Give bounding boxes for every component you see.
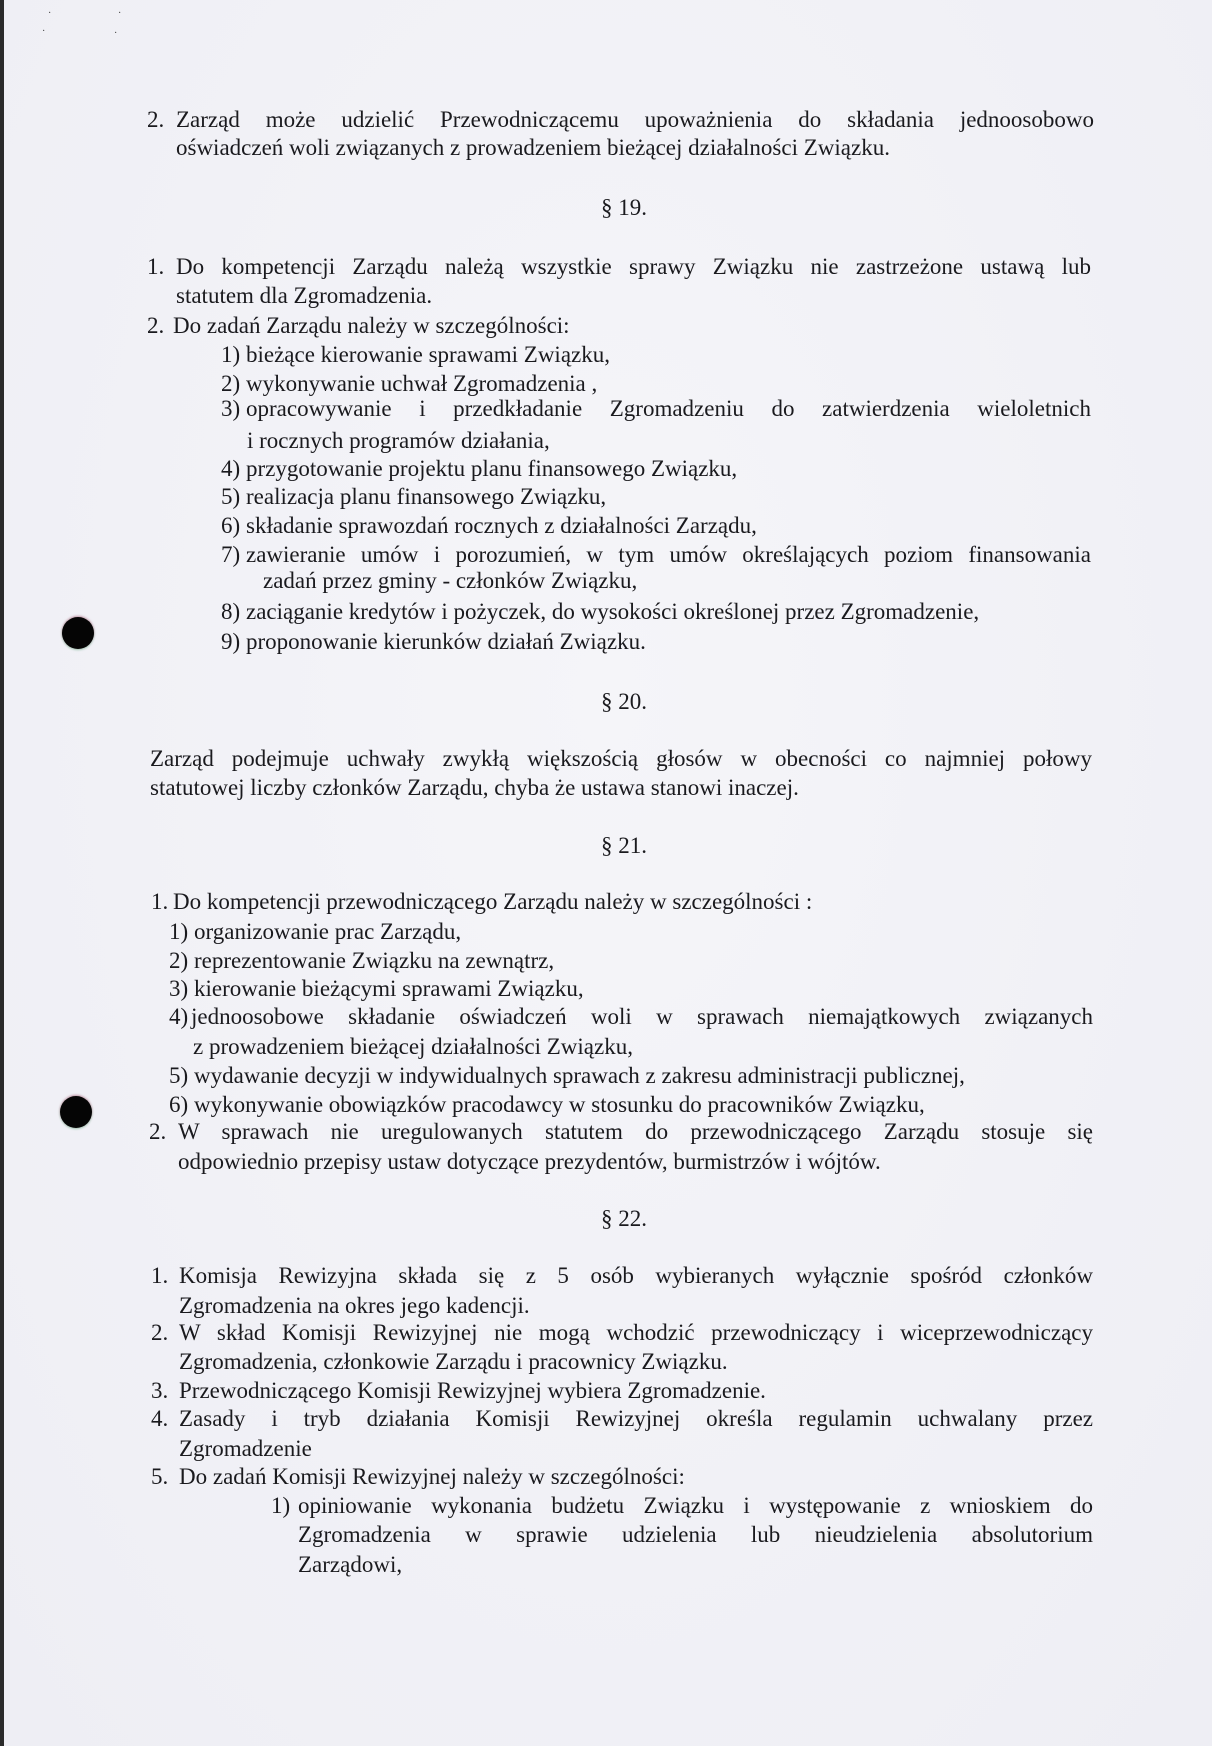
item-number: 1) — [221, 342, 241, 367]
text-line: Przewodniczącego Komisji Rewizyjnej wybiera Zgromadzenie. — [179, 1378, 766, 1403]
list-item-continuation: z prowadzeniem bieżącej działalności Związku, — [193, 1034, 633, 1059]
item-number: 8) — [221, 599, 241, 624]
item-number: 2) — [169, 948, 189, 973]
list-item: zawieranie umów i porozumień, w tym umów określających poziom finansowania — [246, 542, 1091, 567]
item-number: 9) — [221, 629, 241, 654]
paragraph-number: 2. — [149, 1119, 167, 1144]
paragraph-number: 5. — [151, 1464, 169, 1489]
paragraph-number: 4. — [151, 1406, 169, 1431]
item-number: 5) — [169, 1063, 189, 1088]
text-line: Zgromadzenie — [179, 1436, 312, 1461]
paragraph-number: 2. — [147, 313, 165, 338]
scan-speck: · — [118, 8, 122, 19]
item-number: 5) — [221, 484, 241, 509]
text-line: W sprawach nie uregulowanych statutem do przewodniczącego Zarządu stosuje się — [178, 1119, 1093, 1144]
item-number: 6) — [221, 513, 241, 538]
section-heading: § 21. — [601, 833, 647, 858]
paragraph-number: 2. — [147, 107, 165, 132]
text-line: oświadczeń woli związanych z prowadzeniem bieżącej działalności Związku. — [176, 135, 890, 160]
scan-edge — [0, 0, 4, 1746]
text-line: Do kompetencji Zarządu należą wszystkie sprawy Związku nie zastrzeżone ustawą lub — [176, 254, 1091, 279]
section-heading: § 22. — [601, 1206, 647, 1231]
text-line: Zgromadzenia na okres jego kadencji. — [179, 1293, 530, 1318]
text-line: Do kompetencji przewodniczącego Zarządu należy w szczególności : — [173, 889, 813, 914]
paragraph-number: 1. — [151, 1263, 169, 1288]
item-number: 4) — [221, 456, 241, 481]
paragraph-number: 1. — [151, 889, 169, 914]
text-line: Zarząd podejmuje uchwały zwykłą większością głosów w obecności co najmniej połowy — [150, 746, 1092, 771]
paragraph-number: 1. — [147, 254, 165, 279]
list-item: realizacja planu finansowego Związku, — [246, 484, 607, 509]
item-number: 3) — [221, 396, 241, 421]
punch-hole — [60, 1096, 92, 1128]
item-number: 1) — [271, 1493, 291, 1518]
scan-speck: · — [42, 26, 46, 37]
list-item: bieżące kierowanie sprawami Związku, — [246, 342, 610, 367]
punch-hole — [62, 617, 94, 649]
text-line: statutowej liczby członków Zarządu, chyba że ustawa stanowi inaczej. — [150, 775, 799, 800]
text-line: Do zadań Zarządu należy w szczególności: — [173, 313, 570, 338]
list-item: proponowanie kierunków działań Związku. — [246, 629, 646, 654]
text-line: W skład Komisji Rewizyjnej nie mogą wchodzić przewodniczący i wiceprzewodniczący — [179, 1320, 1093, 1345]
list-item-continuation: Zgromadzenia w sprawie udzielenia lub nieudzielenia absolutorium — [298, 1522, 1093, 1547]
item-number: 3) — [169, 976, 189, 1001]
item-number: 4) — [169, 1004, 189, 1029]
scan-speck: · — [114, 28, 118, 39]
item-number: 7) — [221, 542, 241, 567]
list-item-continuation: Zarządowi, — [298, 1552, 403, 1577]
paragraph-number: 2. — [151, 1320, 169, 1345]
text-line: statutem dla Zgromadzenia. — [176, 283, 433, 308]
text-line: Zasady i tryb działania Komisji Rewizyjnej określa regulamin uchwalany przez — [179, 1406, 1093, 1431]
list-item: jednoosobowe składanie oświadczeń woli w sprawach niemajątkowych związanych — [191, 1004, 1093, 1029]
list-item: składanie sprawozdań rocznych z działalności Zarządu, — [246, 513, 757, 538]
text-line: odpowiednio przepisy ustaw dotyczące prezydentów, burmistrzów i wójtów. — [178, 1149, 881, 1174]
list-item: wykonywanie uchwał Zgromadzenia , — [246, 371, 598, 396]
item-number: 6) — [169, 1092, 189, 1117]
list-item: wydawanie decyzji w indywidualnych sprawach z zakresu administracji publicznej, — [194, 1063, 965, 1088]
text-line: Komisja Rewizyjna składa się z 5 osób wybieranych wyłącznie spośród członków — [179, 1263, 1093, 1288]
list-item: przygotowanie projektu planu finansowego Związku, — [246, 456, 738, 481]
list-item-continuation: i rocznych programów działania, — [247, 428, 550, 453]
section-heading: § 20. — [601, 689, 647, 714]
list-item-continuation: zadań przez gminy - członków Związku, — [263, 568, 638, 593]
list-item: kierowanie bieżącymi sprawami Związku, — [194, 976, 584, 1001]
list-item: reprezentowanie Związku na zewnątrz, — [194, 948, 555, 973]
item-number: 2) — [221, 371, 241, 396]
text-line: Do zadań Komisji Rewizyjnej należy w szczególności: — [179, 1464, 685, 1489]
list-item: wykonywanie obowiązków pracodawcy w stosunku do pracowników Związku, — [194, 1092, 925, 1117]
text-line: Zgromadzenia, członkowie Zarządu i pracownicy Związku. — [179, 1349, 728, 1374]
list-item: zaciąganie kredytów i pożyczek, do wysokości określonej przez Zgromadzenie, — [246, 599, 980, 624]
scan-speck: · — [48, 8, 52, 19]
list-item: opiniowanie wykonania budżetu Związku i występowanie z wnioskiem do — [298, 1493, 1093, 1518]
paragraph-number: 3. — [151, 1378, 169, 1403]
item-number: 1) — [169, 919, 189, 944]
list-item: organizowanie prac Zarządu, — [194, 919, 462, 944]
list-item: opracowywanie i przedkładanie Zgromadzeniu do zatwierdzenia wieloletnich — [246, 396, 1091, 421]
text-line: Zarząd może udzielić Przewodniczącemu upoważnienia do składania jednoosobowo — [176, 107, 1094, 132]
section-heading: § 19. — [601, 195, 647, 220]
